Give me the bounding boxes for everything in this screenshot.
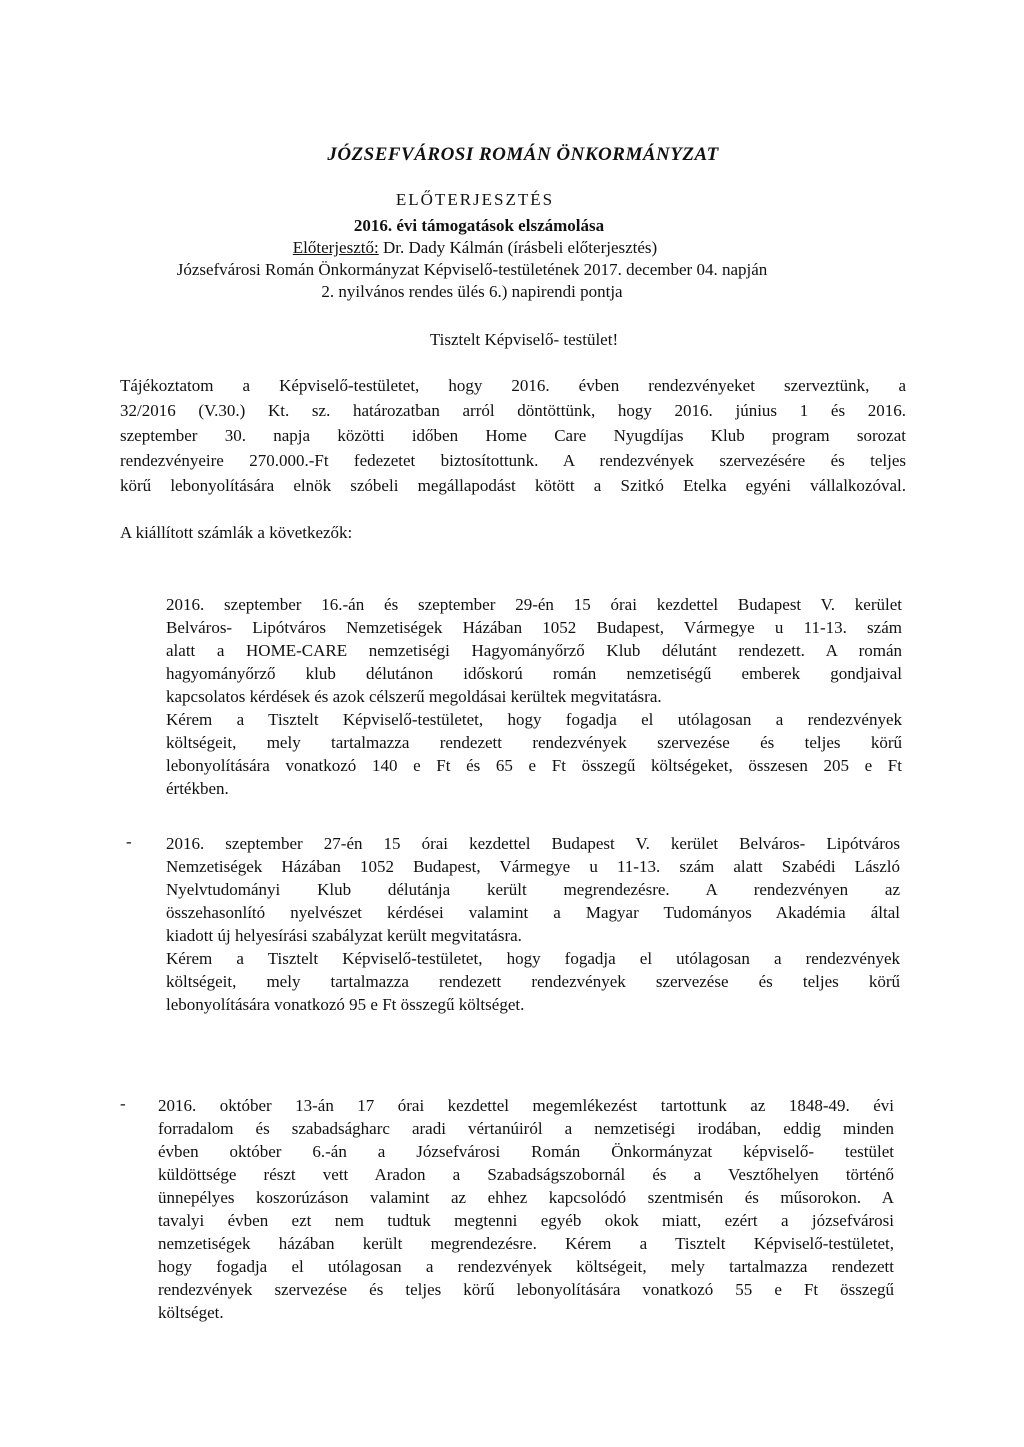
- event-line: Kérem a Tisztelt Képviselő-testületet, hogy fogadja el utólagosan a rendezvények: [166, 710, 902, 729]
- event-line: nemzetiségek házában került megrendezésre. Kérem a Tisztelt Képviselő-testületet,: [158, 1234, 894, 1253]
- event-line: Belváros- Lipótváros Nemzetiségek Házában 1052 Budapest, Vármegye u 11-13. szám: [166, 618, 902, 637]
- event-line: összehasonlító nyelvészet kérdései valamint a Magyar Tudományos Akadémia által: [166, 903, 900, 922]
- list-dash: -: [120, 1094, 126, 1113]
- document-type: ELŐTERJESZTÉS: [395, 190, 555, 209]
- event-line: küldöttsége részt vett Aradon a Szabadságszobornál és a Vesztőhelyen történő: [158, 1165, 894, 1184]
- meeting-line-2: 2. nyilvános rendes ülés 6.) napirendi pontja: [321, 282, 623, 301]
- event-line: hogy fogadja el utólagosan a rendezvények költségeit, mely tartalmazza rendezett: [158, 1257, 894, 1276]
- presenter-line: [0, 238, 950, 258]
- event-line: ünnepélyes koszorúzáson valamint az ehhez kapcsolódó szentmisén és műsorokon. A: [158, 1188, 894, 1207]
- presenter-name: Dr. Dady Kálmán (írásbeli előterjesztés): [378, 238, 658, 257]
- event-line: költségeit, mely tartalmazza rendezett rendezvények szervezése és teljes körű: [166, 972, 900, 991]
- event-line: értékben.: [166, 779, 229, 798]
- event-line: Kérem a Tisztelt Képviselő-testületet, hogy fogadja el utólagosan a rendezvények: [166, 949, 900, 968]
- event-line: lebonyolítására vonatkozó 140 e Ft és 65 e Ft összegű költségeket, összesen 205 e Ft: [166, 756, 902, 775]
- intro-line: Tájékoztatom a Képviselő-testületet, hogy 2016. évben rendezvényeket szerveztünk, a: [120, 376, 906, 395]
- event-line: Nyelvtudományi Klub délutánja került megrendezésre. A rendezvényen az: [166, 880, 900, 899]
- event-line: forradalom és szabadságharc aradi vértanúiról a nemzetiségi irodában, eddig minden: [158, 1119, 894, 1138]
- intro-line: 32/2016 (V.30.) Kt. sz. határozatban arról döntöttünk, hogy 2016. június 1 és 2016.: [120, 401, 906, 420]
- event-line: 2016. szeptember 16.-án és szeptember 29-én 15 órai kezdettel Budapest V. kerület: [166, 595, 902, 614]
- intro-line: rendezvényeire 270.000.-Ft fedezetet biztosítottunk. A rendezvények szervezésére és teljes: [120, 451, 906, 470]
- event-line: rendezvények szervezése és teljes körű lebonyolítására vonatkozó 55 e Ft összegű: [158, 1280, 894, 1299]
- presenter-label: Előterjesztő:: [292, 238, 379, 257]
- event-item-2: [166, 832, 900, 1016]
- intro-line: szeptember 30. napja közötti időben Home Care Nyugdíjas Klub program sorozat: [120, 426, 906, 445]
- event-item-3: [158, 1094, 894, 1324]
- event-line: tavalyi évben ezt nem tudtuk megtenni egyéb okok miatt, ezért a józsefvárosi: [158, 1211, 894, 1230]
- event-line: alatt a HOME-CARE nemzetiségi Hagyományőrző Klub délutánt rendezett. A román: [166, 641, 902, 660]
- document-subject: 2016. évi támogatások elszámolása: [353, 216, 605, 235]
- intro-paragraph: [120, 373, 906, 498]
- event-line: Nemzetiségek Házában 1052 Budapest, Vármegye u 11-13. szám alatt Szabédi László: [166, 857, 900, 876]
- list-dash: -: [126, 832, 132, 851]
- event-line: kiadott új helyesírási szabályzat került megvitatásra.: [166, 926, 522, 945]
- event-item-1: [166, 593, 902, 800]
- event-line: lebonyolítására vonatkozó 95 e Ft összegű költséget.: [166, 995, 525, 1014]
- intro-line: körű lebonyolítására elnök szóbeli megállapodást kötött a Szitkó Etelka egyéni vállalkozóval.: [120, 476, 906, 495]
- event-line: 2016. szeptember 27-én 15 órai kezdettel Budapest V. kerület Belváros- Lipótváros: [166, 834, 900, 853]
- event-line: évben október 6.-án a Józsefvárosi Román Önkormányzat képviselő- testület: [158, 1142, 894, 1161]
- meeting-line-1: Józsefvárosi Román Önkormányzat Képviselő-testületének 2017. december 04. napján: [176, 260, 768, 279]
- event-line: 2016. október 13-án 17 órai kezdettel megemlékezést tartottunk az 1848-49. évi: [158, 1096, 894, 1115]
- salutation: Tisztelt Képviselő- testület!: [429, 330, 619, 349]
- event-line: költséget.: [158, 1303, 224, 1322]
- event-line: költségeit, mely tartalmazza rendezett rendezvények szervezése és teljes körű: [166, 733, 902, 752]
- invoices-lead: A kiállított számlák a következők:: [120, 523, 353, 542]
- event-line: hagyományőrző klub délutánon időskorú román nemzetiségű emberek gondjaival: [166, 664, 902, 683]
- organization-title: JÓZSEFVÁROSI ROMÁN ÖNKORMÁNYZAT: [327, 144, 719, 165]
- event-line: kapcsolatos kérdések és azok célszerű megoldásai kerültek megvitatásra.: [166, 687, 662, 706]
